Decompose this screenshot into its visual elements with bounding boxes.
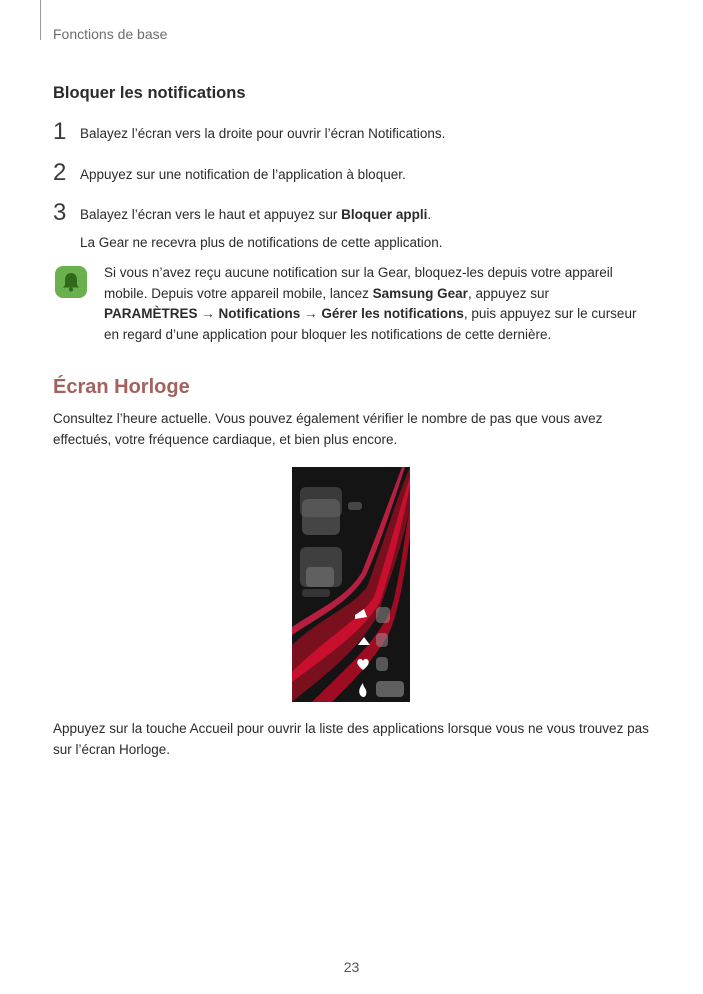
clock-screen-title: Écran Horloge [53,376,190,398]
step-text: Balayez l’écran vers la droite pour ouvrir l’écran Notifications. [80,126,446,141]
step-number: 2 [53,159,67,186]
header-divider [40,0,41,40]
step-result: La Gear ne recevra plus de notifications de cette application. [80,235,443,250]
watch-screen-image [292,467,410,702]
bell-icon [61,271,81,293]
clock-screen-intro: Consultez l’heure actuelle. Vous pouvez également vérifier le nombre de pas que vous avez effectués, votre fréquence cardiaque, et bien plus encore. [53,411,603,447]
block-app-label: Bloquer appli [341,207,428,222]
page-number: 23 [343,959,360,975]
note-icon [55,266,87,298]
clock-screen-outro: Appuyez sur la touche Accueil pour ouvrir la liste des applications lorsque vous ne vous trouvez pas sur l’écran Horloge. [53,721,649,757]
step-text: Balayez l’écran vers le haut et appuyez sur Bloquer appli. [80,207,432,222]
step-number: 3 [53,199,67,226]
note-text: Si vous n’avez reçu aucune notification sur la Gear, bloquez-les depuis votre appareil mobile. Depuis votre appareil mobile, lancez Samsung Gear, appuyez sur PARAMÈTRES → Notifications → Gérer les notifications, puis appuyez sur le curseur en regard d’une application pour bloquer les notifications de cette dernière. [104,265,637,342]
section-header: Fonctions de base [53,26,168,42]
step-text: Appuyez sur une notification de l’application à bloquer. [80,167,406,182]
block-notifications-title: Bloquer les notifications [53,84,246,102]
step-number: 1 [53,118,67,145]
